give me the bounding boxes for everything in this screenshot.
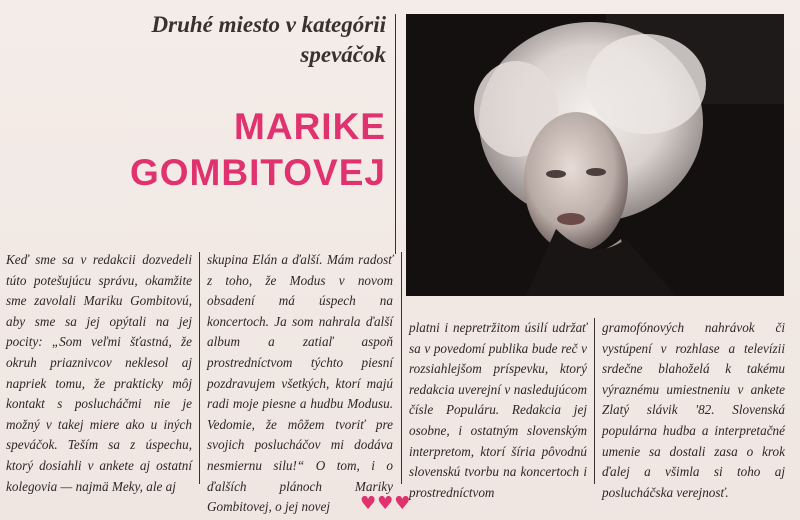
title-line-2: GOMBITOVEJ <box>129 152 386 193</box>
article-title <box>20 104 386 196</box>
subtitle-line-1: Druhé miesto v kategórii <box>151 12 386 37</box>
column-1-text: Keď sme sa v redakcii dozvedeli túto potešujúcu správu, okamžite sme zavolali Mariku Gombitovú, aby sme sa jej opýtali na jej pocity: „Som veľmi šťastná, že okruh priaznivcov neklesol aj napriek tomu, že prakticky môj kontakt s poslucháčmi nie je možný v takej miere ako u iných speváčok. Teším sa z úspechu, ktorý dosiahli v ankete aj ostatní kolegovia — najmä Meky, ale aj <box>6 252 192 494</box>
column-2-text: skupina Elán a ďalší. Mám radosť z toho, že Modus v novom obsadení má úspech na koncertoch. Ja som nahrala ďalší album a zatiaľ aspoň prostredníctvom týchto piesní pozdravujem všetkých, ktorí majú radi moje piesne a hudbu Modusu. Vedomie, že môžem tvoriť pre svojich poslucháčov mi dodáva nesmiernu silu!“ O tom, i o ďalších plánoch Mariky Gombitovej, o jej novej <box>207 252 393 515</box>
hearts-ornament: ♥♥♥ <box>360 493 412 514</box>
official-badge: OFFICIAL <box>701 270 767 286</box>
column-divider-3 <box>594 318 595 484</box>
article-column-4 <box>602 318 785 503</box>
subtitle-line-2: speváčok <box>300 42 386 67</box>
article-column-2 <box>207 250 393 518</box>
column-divider-1 <box>199 252 200 484</box>
article-column-3 <box>409 318 587 503</box>
title-line-1: MARIKE <box>234 106 386 147</box>
article-subtitle <box>20 10 386 70</box>
column-divider-2 <box>401 252 402 484</box>
column-4-text: gramofónových nahrávok či vystúpení v rozhlase a televízii srdečne blahoželá k takému výraznému umiestneniu v ankete Zlatý slávik '82. Slovenská populárna hudba a interpretačné umenie sa dostali zasa o krok ďalej a všimla si toho aj poslucháčska verejnosť. <box>602 320 785 500</box>
header-divider <box>395 14 396 254</box>
column-3-text: platni i nepretržitom úsilí udržať sa v povedomí publika bude reč v rozsiahlejšom príspevku, ktorý redakcia uverejní v nasledujúcom čísle Populáru. Redakcia jej osobne, i ostatným slovenským interpretom, ktorí šíria pôvodnú slovenskú tvorbu na koncertoch i prostredníctvom <box>409 320 587 500</box>
signature-icon <box>670 226 780 266</box>
article-column-1 <box>6 250 192 497</box>
